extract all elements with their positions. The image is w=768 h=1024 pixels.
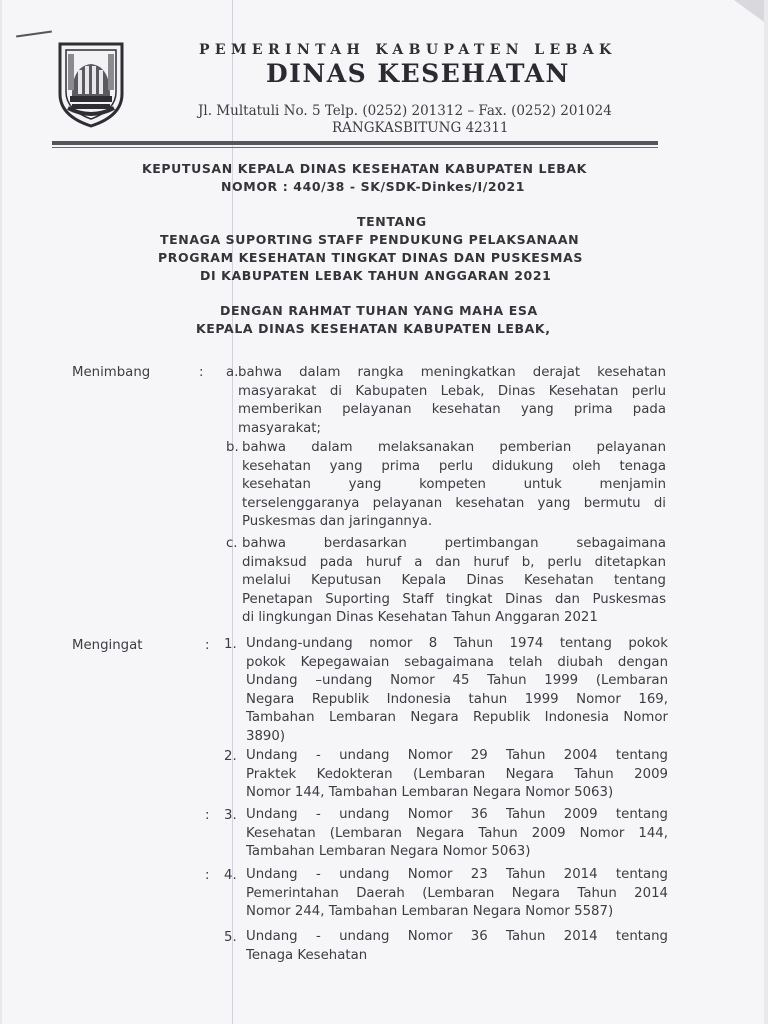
letterhead-city: RANGKASBITUNG 42311 [332,120,509,136]
item-mark: b. [226,440,239,455]
letterhead-rule-thick [52,141,658,145]
section-colon: : [205,868,210,883]
decree-subject-line: TENAGA SUPORTING STAFF PENDUKUNG PELAKSANAAN [160,232,580,247]
decree-invocation: DENGAN RAHMAT TUHAN YANG MAHA ESA [220,303,538,318]
section-label-menimbang: Menimbang [72,365,151,380]
lebak-regency-emblem-icon [54,40,128,128]
legal-basis-item: Undang - undang Nomor 29 Tahun 2004 tentang Praktek Kedokteran (Lembaran Negara Tahun 2009 Nomor 144, Tambahan Lembaran Negara Nomor 5063) [246,748,668,801]
decree-authority: KEPALA DINAS KESEHATAN KABUPATEN LEBAK, [196,321,551,336]
section-colon: : [205,808,210,823]
letterhead-government: PEMERINTAH KABUPATEN LEBAK [199,42,617,58]
section-colon: : [199,365,204,380]
letterhead-address: Jl. Multatuli No. 5 Telp. (0252) 201312 – Fax. (0252) 201024 [198,103,612,119]
section-label-mengingat: Mengingat [72,638,143,653]
consideration-item: bahwa berdasarkan pertimbangan sebagaimana dimaksud pada huruf a dan huruf b, perlu ditetapkan melalui Keputusan Kepala Dinas Kesehatan tentang Penetapan Suporting Staff tingkat Dinas dan Puskesmas di lingkungan Dinas Kesehatan Tahun Anggaran 2021 [242,536,666,626]
decree-number: NOMOR : 440/38 - SK/SDK-Dinkes/I/2021 [221,179,526,194]
item-mark: 5. [224,930,237,945]
folded-corner [734,0,764,22]
consideration-item: bahwa dalam melaksanakan pemberian pelayanan kesehatan yang prima perlu didukung oleh tenaga kesehatan yang kompeten untuk menjamin terselenggaranya pelayanan kesehatan yang bermutu di Puskesmas dan jaringannya. [242,440,666,530]
item-mark: 2. [224,749,237,764]
item-mark: a. [226,365,239,380]
decree-subject-line: PROGRAM KESEHATAN TINGKAT DINAS DAN PUSKESMAS [158,250,583,265]
legal-basis-item: Undang - undang Nomor 36 Tahun 2014 tentang Tenaga Kesehatan [246,929,668,963]
item-mark: 3. [224,808,237,823]
letterhead-agency: DINAS KESEHATAN [266,59,570,88]
letterhead-rule-thin [52,147,658,148]
decree-subject-line: DI KABUPATEN LEBAK TAHUN ANGGARAN 2021 [200,268,552,283]
scan-mark [16,31,52,38]
item-mark: c. [226,536,238,551]
consideration-item: bahwa dalam rangka meningkatkan derajat kesehatan masyarakat di Kabupaten Lebak, Dinas Kesehatan perlu memberikan pelayanan kesehatan yang prima pada masyarakat; [238,365,666,436]
decree-about: TENTANG [357,214,427,229]
legal-basis-item: Undang - undang Nomor 23 Tahun 2014 tentang Pemerintahan Daerah (Lembaran Negara Tahun 2014 Nomor 244, Tambahan Lembaran Negara Nomor 5587) [246,867,668,920]
legal-basis-item: Undang-undang nomor 8 Tahun 1974 tentang pokok pokok Kepegawaian sebagaimana telah diubah dengan Undang –undang Nomor 45 Tahun 1999 (Lembaran Negara Republik Indonesia tahun 1999 Nomor 169, Tambahan Lembaran Negara Republik Indonesia Nomor 3890) [246,636,668,744]
legal-basis-item: Undang - undang Nomor 36 Tahun 2009 tentang Kesehatan (Lembaran Negara Tahun 2009 Nomor 144, Tambahan Lembaran Negara Nomor 5063) [246,807,668,860]
decree-title: KEPUTUSAN KEPALA DINAS KESEHATAN KABUPATEN LEBAK [142,161,587,176]
item-mark: 4. [224,868,237,883]
section-colon: : [205,638,210,653]
item-mark: 1. [224,637,237,652]
document-page [2,0,764,1024]
